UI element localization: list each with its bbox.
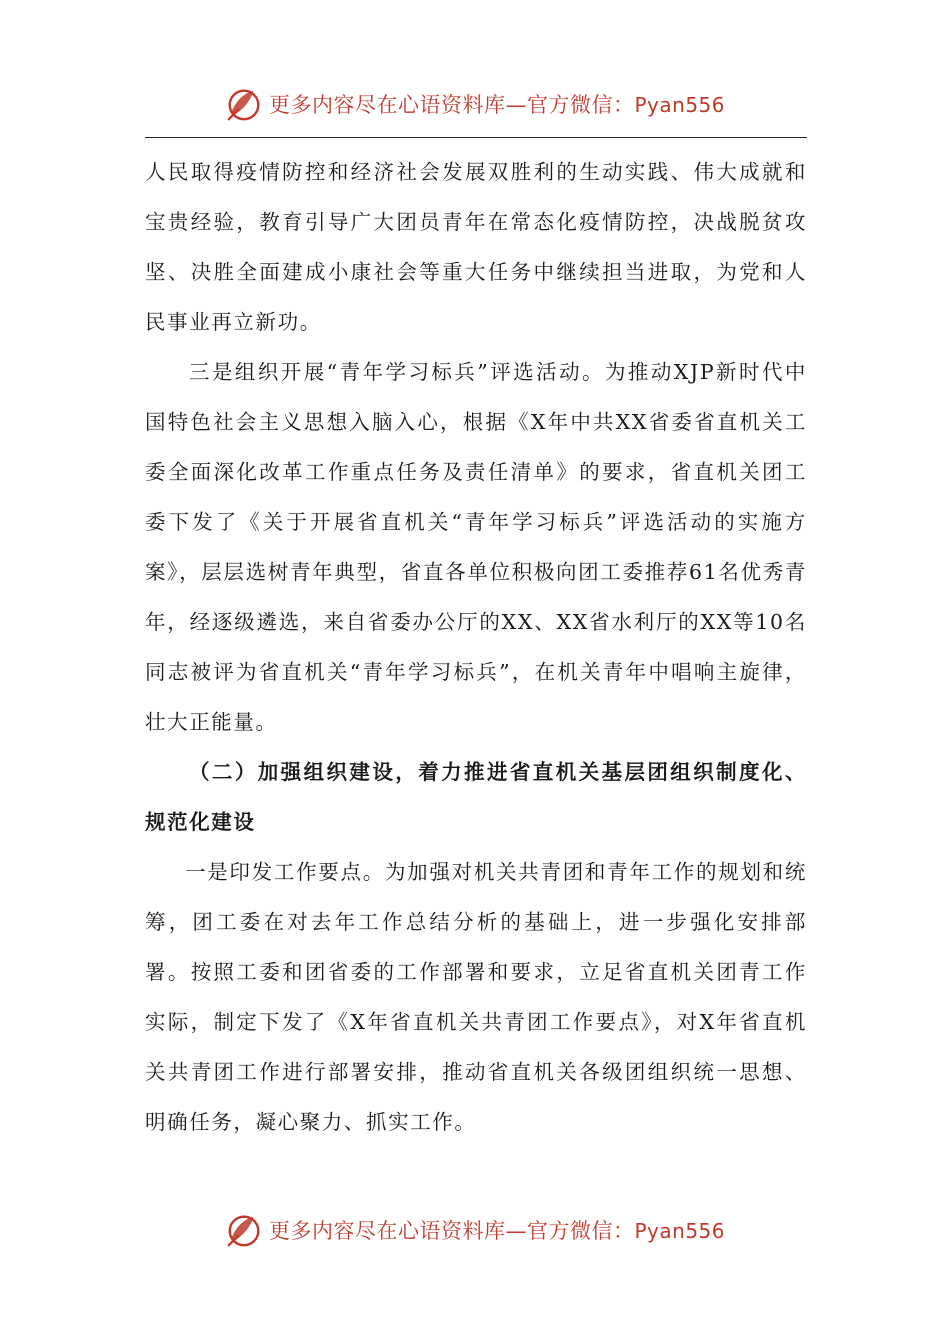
header-banner-text: 更多内容尽在心语资料库—官方微信：Pyan556 xyxy=(268,93,725,117)
paragraph-1: 人民取得疫情防控和经济社会发展双胜利的生动实践、伟大成就和宝贵经验，教育引导广大团员青年在常态化疫情防控，决战脱贫攻坚、决胜全面建成小康社会等重大任务中继续担当进取，为党和人民事业再立新功。 xyxy=(145,160,807,334)
section-heading: （二）加强组织建设，着力推进省直机关基层团组织制度化、规范化建设 xyxy=(145,760,807,834)
paragraph-2: 三是组织开展“青年学习标兵”评选活动。为推动XJP新时代中国特色社会主义思想入脑入心，根据《X年中共XX省委省直机关工委全面深化改革工作重点任务及责任清单》的要求，省直机关团工委下发了《关于开展省直机关“青年学习标兵”评选活动的实施方案》，层层选树青年典型，省直各单位积极向团工委推荐61名优秀青年，经逐级遴选，来自省委办公厅的XX、XX省水利厅的XX等10名同志被评为省直机关“青年学习标兵”，在机关青年中唱响主旋律，壮大正能量。 xyxy=(145,360,807,734)
paragraph-3: 一是印发工作要点。为加强对机关共青团和青年工作的规划和统筹，团工委在对去年工作总结分析的基础上，进一步强化安排部署。按照工委和团省委的工作部署和要求，立足省直机关团青工作实际，制定下发了《X年省直机关共青团工作要点》，对X年省直机关共青团工作进行部署安排，推动省直机关各级团组织统一思想、明确任务，凝心聚力、抓实工作。 xyxy=(145,860,807,1134)
pen-logo-icon xyxy=(225,85,263,123)
header-banner xyxy=(0,82,950,126)
footer-banner xyxy=(0,1208,950,1252)
document-body xyxy=(145,147,807,1147)
header-rule xyxy=(145,137,807,138)
footer-banner-text: 更多内容尽在心语资料库—官方微信：Pyan556 xyxy=(268,1219,725,1243)
pen-logo-icon xyxy=(225,1211,263,1249)
